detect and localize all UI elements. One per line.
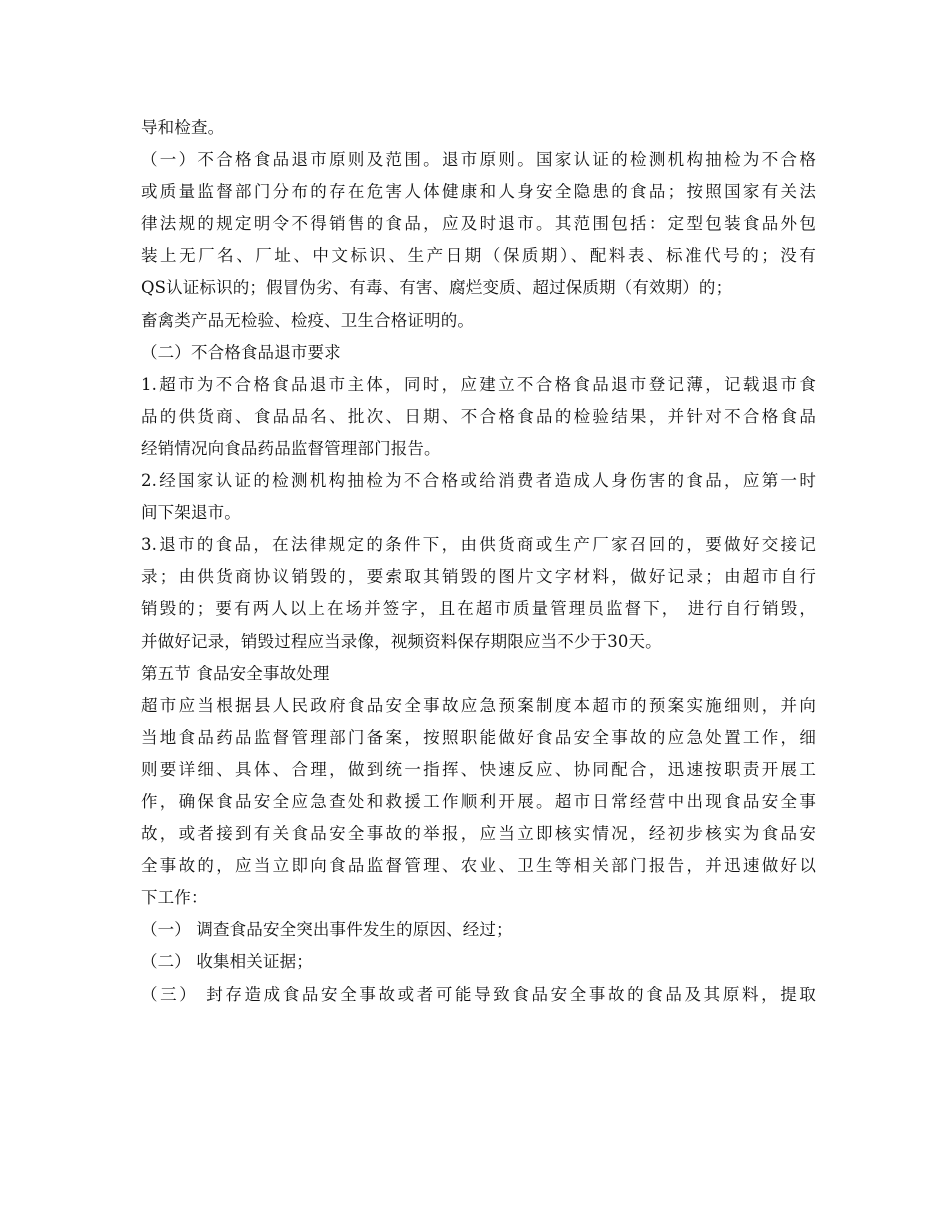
text-line: 3.退市的食品，在法律规定的条件下，由供货商或生产厂家召回的，要做好交接记 xyxy=(141,535,816,555)
text-line: 并做好记录，销毁过程应当录像，视频资料保存期限应当不少于30天。 xyxy=(141,631,662,651)
text-line: 间下架退市。 xyxy=(141,503,241,523)
text-line: （三） 封存造成食品安全事故或者可能导致食品安全事故的食品及其原料，提取 xyxy=(141,984,816,1004)
text-line: 装上无厂名、厂址、中文标识、生产日期（保质期）、配料表、标准代号的；没有 xyxy=(141,246,816,266)
text-line: 畜禽类产品无检验、检疫、卫生合格证明的。 xyxy=(141,310,474,330)
text-line: 录；由供货商协议销毁的，要索取其销毁的图片文字材料，做好记录；由超市自行 xyxy=(141,567,816,587)
text-line: 下工作： xyxy=(141,888,208,908)
text-line: 律法规的规定明令不得销售的食品，应及时退市。其范围包括：定型包装食品外包 xyxy=(141,214,816,234)
text-line: 经销情况向食品药品监督管理部门报告。 xyxy=(141,438,441,458)
text-line: 第五节 食品安全事故处理 xyxy=(141,663,330,683)
text-line: 销毁的；要有两人以上在场并签字，且在超市质量管理员监督下， 进行自行销毁， xyxy=(141,599,816,619)
document-body xyxy=(141,112,816,1011)
text-line: 1.超市为不合格食品退市主体，同时，应建立不合格食品退市登记薄，记载退市食 xyxy=(141,374,816,394)
text-line: 品的供货商、食品品名、批次、日期、不合格食品的检验结果，并针对不合格食品 xyxy=(141,406,816,426)
text-line: 当地食品药品监督管理部门备案，按照职能做好食品安全事故的应急处置工作，细 xyxy=(141,727,816,747)
text-line: QS认证标识的；假冒伪劣、有毒、有害、腐烂变质、超过保质期（有效期）的； xyxy=(141,278,733,298)
text-line: 则要详细、具体、合理，做到统一指挥、快速反应、协同配合，迅速按职责开展工 xyxy=(141,759,816,779)
text-line: 全事故的，应当立即向食品监督管理、农业、卫生等相关部门报告，并迅速做好以 xyxy=(141,856,816,876)
text-line: 超市应当根据县人民政府食品安全事故应急预案制度本超市的预案实施细则，并向 xyxy=(141,695,816,715)
text-line: （一）不合格食品退市原则及范围。退市原则。国家认证的检测机构抽检为不合格 xyxy=(141,150,816,170)
text-line: 导和检查。 xyxy=(141,118,225,137)
text-line: （一） 调查食品安全突出事件发生的原因、经过； xyxy=(141,920,513,940)
text-line: 2.经国家认证的检测机构抽检为不合格或给消费者造成人身伤害的食品，应第一时 xyxy=(141,471,816,491)
text-line: 故，或者接到有关食品安全事故的举报，应当立即核实情况，经初步核实为食品安 xyxy=(141,824,816,844)
text-line: （二）不合格食品退市要求 xyxy=(141,342,341,362)
text-line: 作，确保食品安全应急查处和救援工作顺利开展。超市日常经营中出现食品安全事 xyxy=(141,791,816,811)
text-line: 或质量监督部门分布的存在危害人体健康和人身安全隐患的食品；按照国家有关法 xyxy=(141,182,816,202)
text-line: （二） 收集相关证据； xyxy=(141,952,313,972)
